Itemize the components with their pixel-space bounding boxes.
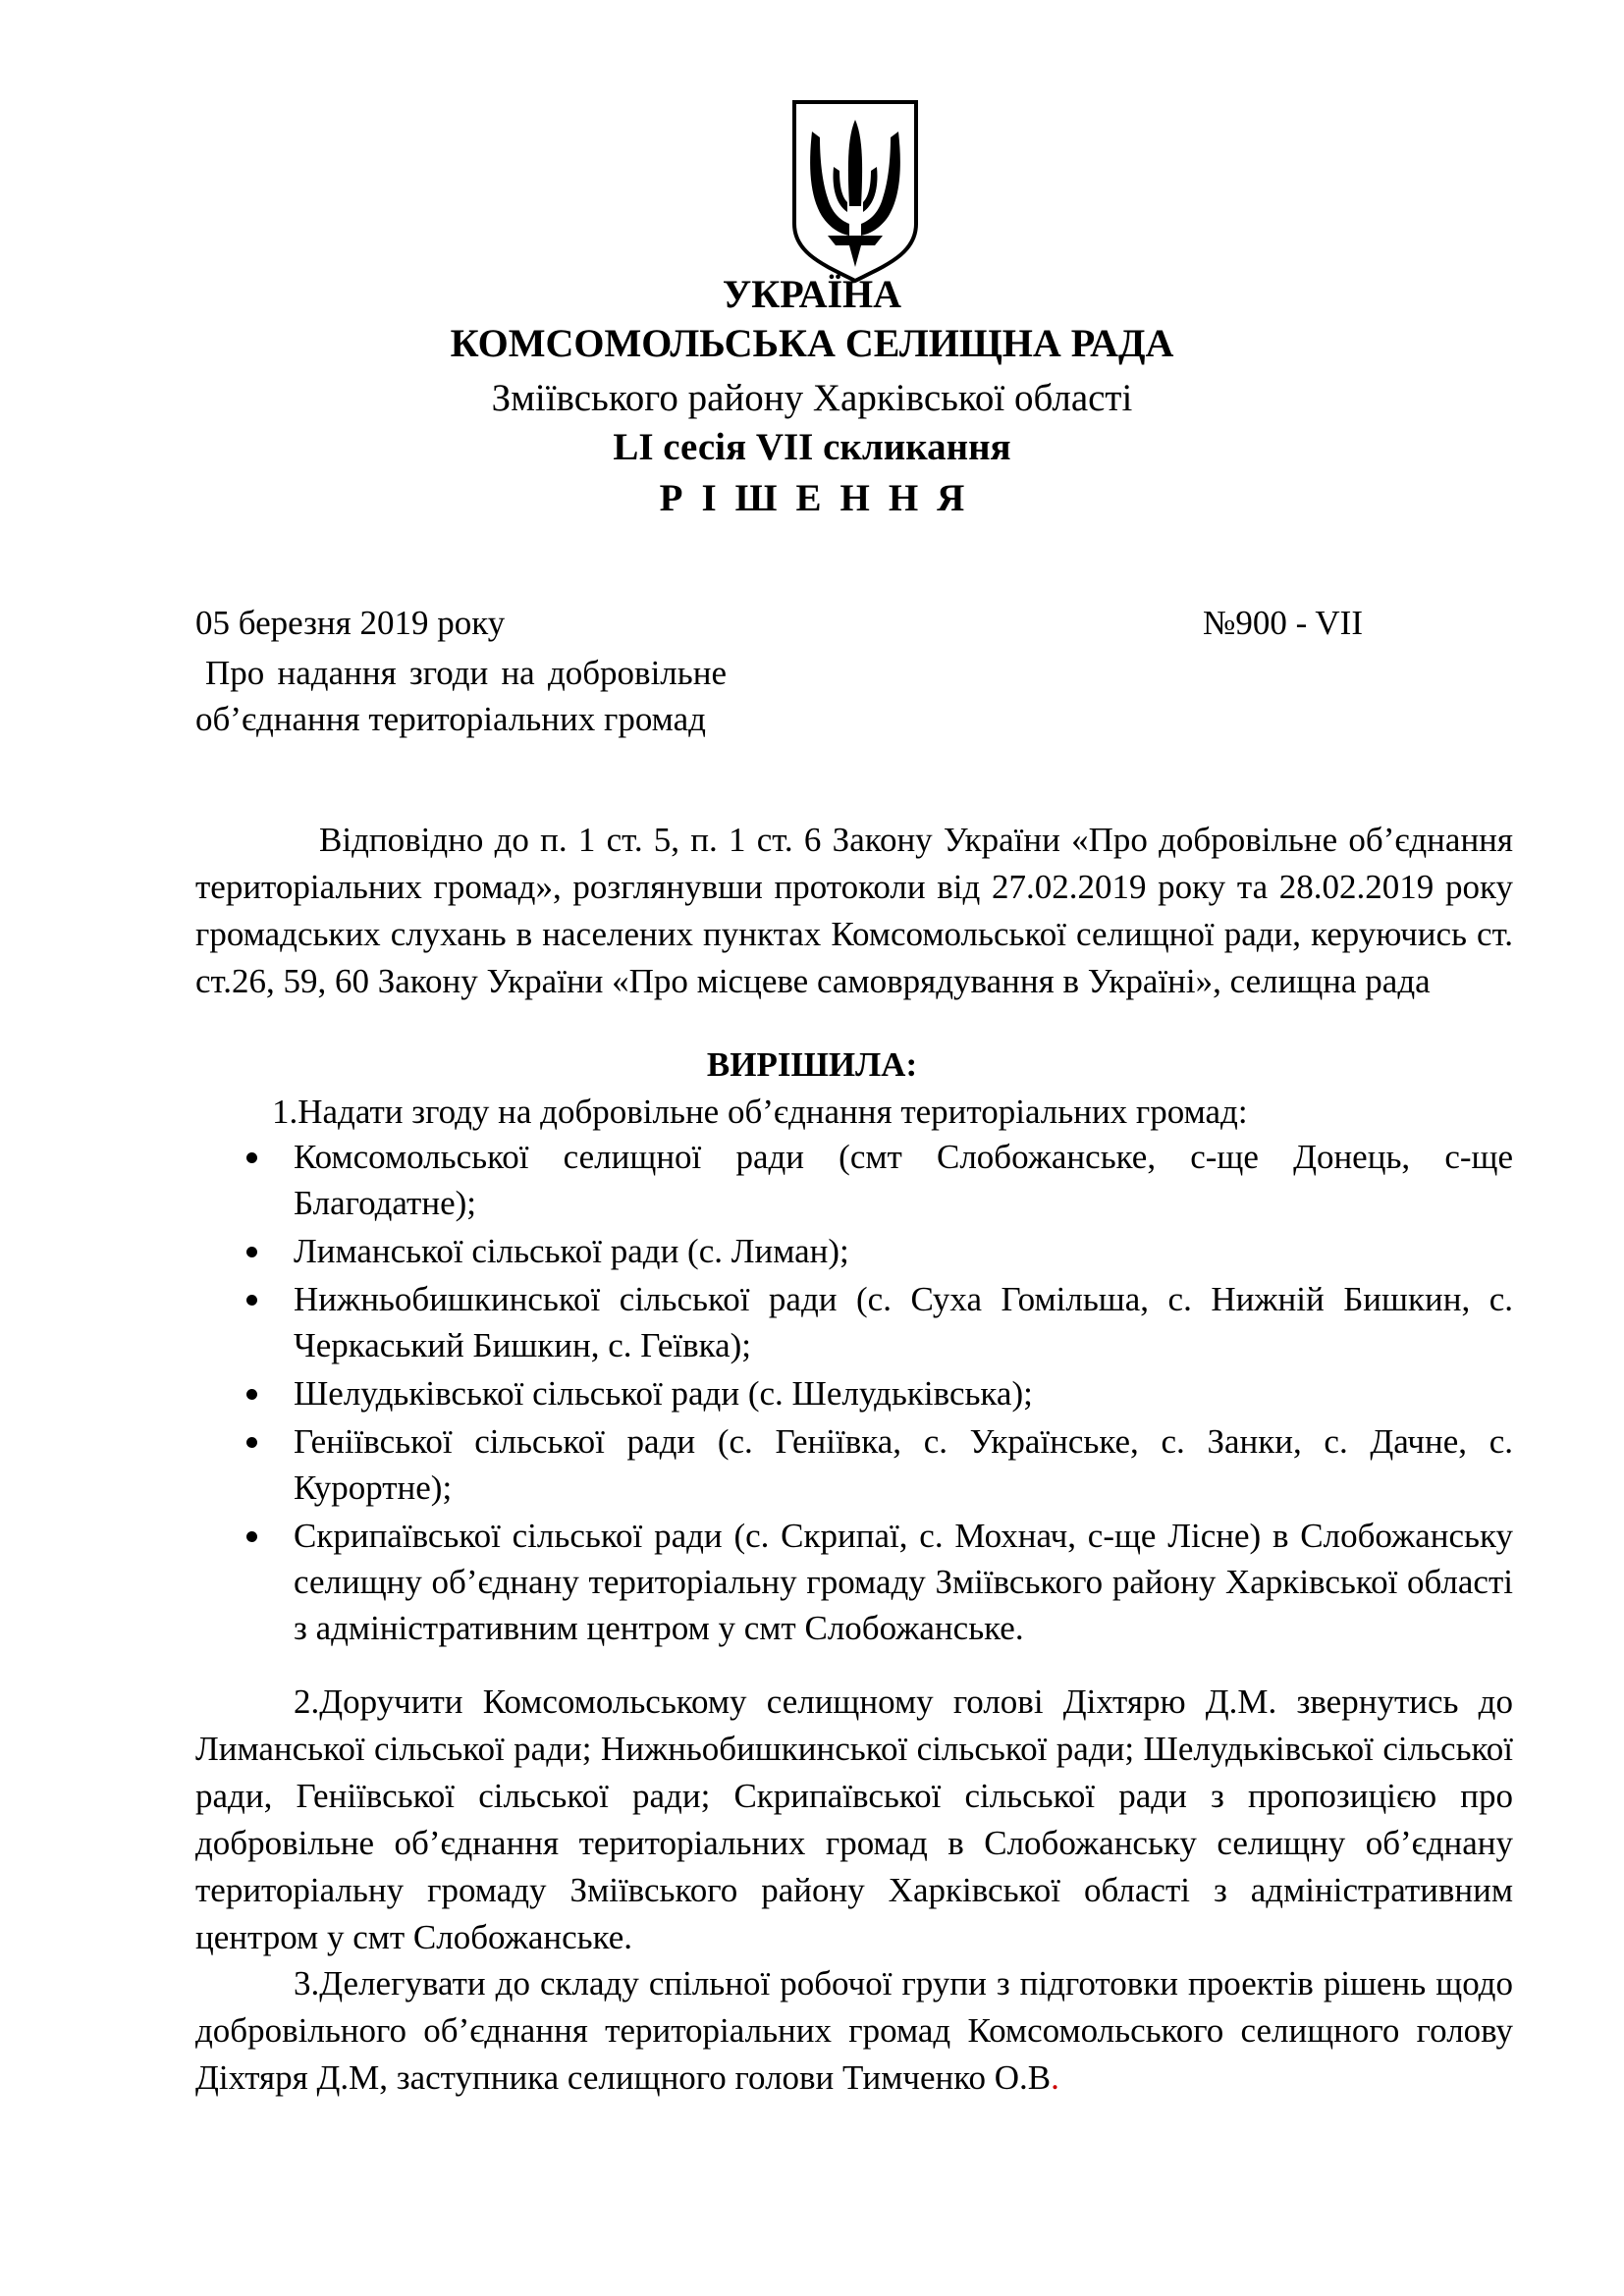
bullet-icon [246, 1437, 257, 1448]
list-item-text: Нижньобишкинської сільської ради (с. Суха Гомільша, с. Нижній Бишкин, с. Черкаський Бишкин, с. Геївка); [294, 1280, 1513, 1364]
list-item-text: Геніївської сільської ради (с. Геніївка, с. Українське, с. Занки, с. Дачне, с. Курортне); [294, 1422, 1513, 1507]
list-item [195, 1418, 1513, 1511]
heading-country: УКРАЇНА [722, 272, 902, 316]
list-item [195, 1370, 1513, 1416]
list-item [195, 1228, 1513, 1274]
bullet-icon [246, 1389, 257, 1400]
bullet-icon [246, 1247, 257, 1257]
resolved-heading: ВИРІШИЛА: [706, 1045, 918, 1084]
list-item [195, 1276, 1513, 1368]
heading-decision: РІШЕННЯ [659, 477, 984, 519]
item-3-end-period: . [1051, 2058, 1059, 2097]
decision-number: №900 - VII [1202, 604, 1363, 642]
council-list [195, 1134, 1513, 1653]
list-item-text: Шелудьківської сільської ради (с. Шелудьківська); [294, 1374, 1033, 1413]
item-1-intro: 1.Надати згоду на добровільне об’єднання територіальних громад: [272, 1093, 1248, 1131]
heading-council: КОМСОМОЛЬСЬКА СЕЛИЩНА РАДА [450, 321, 1174, 365]
bullet-icon [246, 1152, 257, 1163]
bullet-icon [246, 1531, 257, 1542]
list-item-text: Скрипаївської сільської ради (с. Скрипаї, с. Мохнач, с-ще Лісне) в Слобожанську селищну об’єднану територіальну громаду Зміївського району Харківської області з адміністративним центром у смт Слобожанське. [294, 1517, 1513, 1647]
list-item-text: Комсомольської селищної ради (смт Слобожанське, с-ще Донець, с-ще Благодатне); [294, 1138, 1513, 1222]
heading-session: LI сесія VII скликання [613, 426, 1011, 468]
list-item [195, 1513, 1513, 1651]
preamble-paragraph: Відповідно до п. 1 ст. 5, п. 1 ст. 6 Закону України «Про добровільне об’єднання територіальних громад», розглянувши протоколи від 27.02.2019 року та 28.02.2019 року громадських слухань в населених пунктах Комсомольської селищної ради, керуючись ст. ст.26, 59, 60 Закону України «Про місцеве самоврядування в Україні», селищна рада [195, 821, 1513, 1000]
list-item-text: Лиманської сільської ради (с. Лиман); [294, 1232, 849, 1270]
item-2-paragraph: 2.Доручити Комсомольському селищному голові Діхтярю Д.М. звернутись до Лиманської сільської ради; Нижньобишкинської сільської ради; Шелудьківської сільської ради, Геніївської сільської ради; Скрипаївської сільської ради з пропозицією про добровільне об’єднання територіальних громад в Слобожанську селищну об’єднану територіальну громаду Зміївського району Харківської області з адміністративним центром у смт Слобожанське. [195, 1682, 1513, 1956]
item-3-paragraph [195, 1960, 1513, 2102]
bullet-icon [246, 1295, 257, 1306]
trident-coat-of-arms-icon [788, 98, 922, 285]
list-item [195, 1134, 1513, 1226]
item-3-text: 3.Делегувати до складу спільної робочої групи з підготовки проектів рішень щодо добровільного об’єднання територіальних громад Комсомольського селищного голову Діхтяря Д.М, заступника селищного голови Тимченко О.В [195, 1964, 1513, 2097]
decision-subject: Про надання згоди на добровільне об’єднання територіальних громад [195, 654, 727, 738]
decision-date: 05 березня 2019 року [195, 604, 506, 642]
heading-district: Зміївського району Харківської області [491, 377, 1133, 419]
